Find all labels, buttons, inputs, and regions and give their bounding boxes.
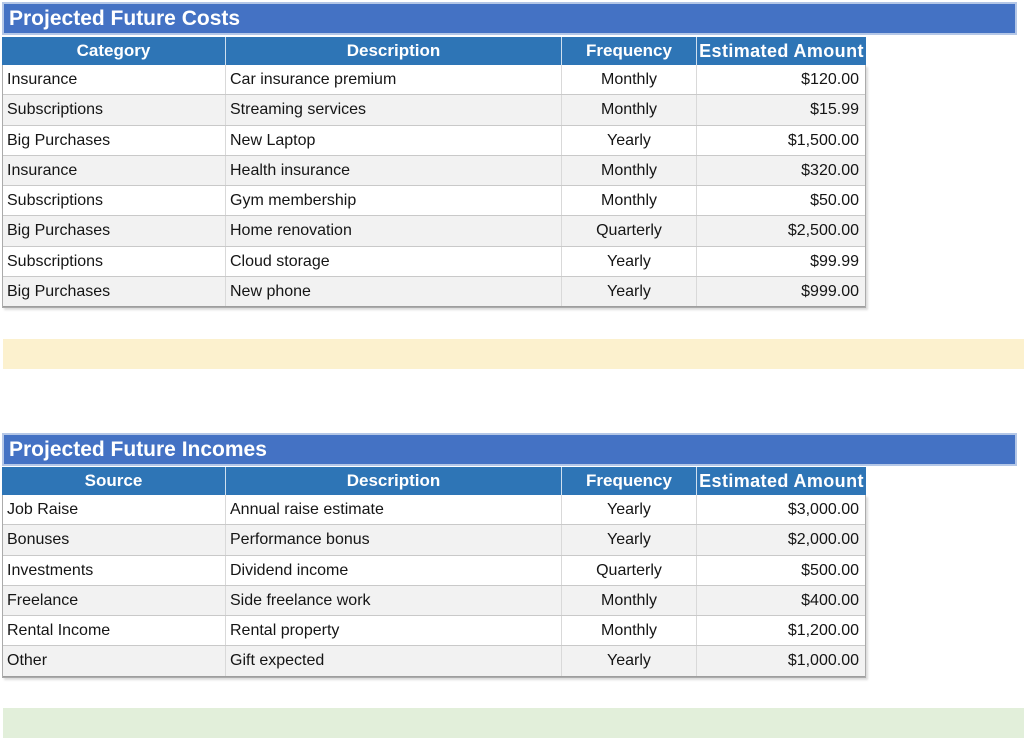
costs-table-row [3,126,865,156]
frequency-cell[interactable]: Yearly [562,646,697,675]
description-cell[interactable]: New Laptop [226,126,562,155]
incomes-header-description[interactable]: Description [226,467,562,495]
description-cell[interactable]: New phone [226,277,562,306]
incomes-table-row [3,646,865,676]
frequency-cell[interactable]: Yearly [562,525,697,554]
category-cell[interactable]: Insurance [3,156,226,185]
costs-header-frequency[interactable]: Frequency [562,37,697,65]
source-cell[interactable]: Rental Income [3,616,226,645]
costs-header-description[interactable]: Description [226,37,562,65]
amount-cell[interactable]: $500.00 [801,561,859,579]
amount-cell[interactable]: $50.00 [810,192,859,210]
description-cell[interactable]: Annual raise estimate [226,495,562,524]
frequency-cell[interactable]: Monthly [562,65,697,94]
frequency-cell[interactable]: Yearly [562,495,697,524]
description-cell[interactable]: Car insurance premium [226,65,562,94]
frequency-cell[interactable]: Quarterly [562,556,697,585]
category-cell[interactable]: Big Purchases [3,216,226,245]
description-cell[interactable]: Side freelance work [226,586,562,615]
frequency-cell[interactable]: Yearly [562,277,697,306]
category-cell[interactable]: Subscriptions [3,95,226,124]
incomes-table-row [3,616,865,646]
costs-table-body [2,65,866,308]
frequency-cell[interactable]: Monthly [562,95,697,124]
amount-cell[interactable]: $3,000.00 [787,501,859,518]
description-cell[interactable]: Home renovation [226,216,562,245]
category-cell[interactable]: Insurance [3,65,226,94]
incomes-table-row [3,525,865,555]
incomes-header-frequency[interactable]: Frequency [562,467,697,495]
amount-cell[interactable]: $1,200.00 [787,622,859,640]
costs-table-row [3,95,865,125]
incomes-header-row [2,467,866,495]
amount-cell[interactable]: $320.00 [801,161,859,179]
green-highlight-row[interactable] [3,708,1024,738]
amount-cell[interactable]: $120.00 [801,71,859,88]
frequency-cell[interactable]: Monthly [562,156,697,185]
description-cell[interactable]: Streaming services [226,95,562,124]
costs-header-estimated-amount[interactable]: Estimated Amount [697,37,866,65]
source-cell[interactable]: Freelance [3,586,226,615]
costs-title-bar[interactable]: Projected Future Costs [2,2,1017,35]
frequency-cell[interactable]: Quarterly [562,216,697,245]
amount-cell[interactable]: $400.00 [801,591,859,609]
costs-table-row [3,277,865,307]
incomes-header-estimated-amount[interactable]: Estimated Amount [697,467,866,495]
costs-table-row [3,216,865,246]
incomes-table-row [3,556,865,586]
incomes-title-bar[interactable]: Projected Future Incomes [2,433,1017,466]
incomes-table-row [3,586,865,616]
incomes-table-body [2,495,866,678]
category-cell[interactable]: Big Purchases [3,126,226,155]
frequency-cell[interactable]: Yearly [562,126,697,155]
description-cell[interactable]: Gym membership [226,186,562,215]
category-cell[interactable]: Subscriptions [3,247,226,276]
source-cell[interactable]: Other [3,646,226,675]
frequency-cell[interactable]: Monthly [562,586,697,615]
description-cell[interactable]: Performance bonus [226,525,562,554]
incomes-header-source[interactable]: Source [2,467,226,495]
amount-cell[interactable]: $1,500.00 [787,131,859,149]
description-cell[interactable]: Health insurance [226,156,562,185]
amount-cell[interactable]: $2,000.00 [787,531,859,549]
costs-table-row [3,65,865,95]
source-cell[interactable]: Investments [3,556,226,585]
frequency-cell[interactable]: Monthly [562,616,697,645]
description-cell[interactable]: Gift expected [226,646,562,675]
amount-cell[interactable]: $1,000.00 [787,652,859,670]
description-cell[interactable]: Cloud storage [226,247,562,276]
amount-cell[interactable]: $15.99 [810,101,859,119]
incomes-table-row [3,495,865,525]
category-cell[interactable]: Subscriptions [3,186,226,215]
costs-header-row [2,37,866,65]
amount-cell[interactable]: $99.99 [810,252,859,270]
costs-table-row [3,186,865,216]
yellow-highlight-row[interactable] [3,339,1024,369]
amount-cell[interactable]: $999.00 [801,283,859,301]
description-cell[interactable]: Dividend income [226,556,562,585]
costs-table-row [3,247,865,277]
amount-cell[interactable]: $2,500.00 [787,222,859,240]
costs-header-category[interactable]: Category [2,37,226,65]
category-cell[interactable]: Big Purchases [3,277,226,306]
source-cell[interactable]: Job Raise [3,495,226,524]
frequency-cell[interactable]: Monthly [562,186,697,215]
costs-table-row [3,156,865,186]
frequency-cell[interactable]: Yearly [562,247,697,276]
source-cell[interactable]: Bonuses [3,525,226,554]
description-cell[interactable]: Rental property [226,616,562,645]
